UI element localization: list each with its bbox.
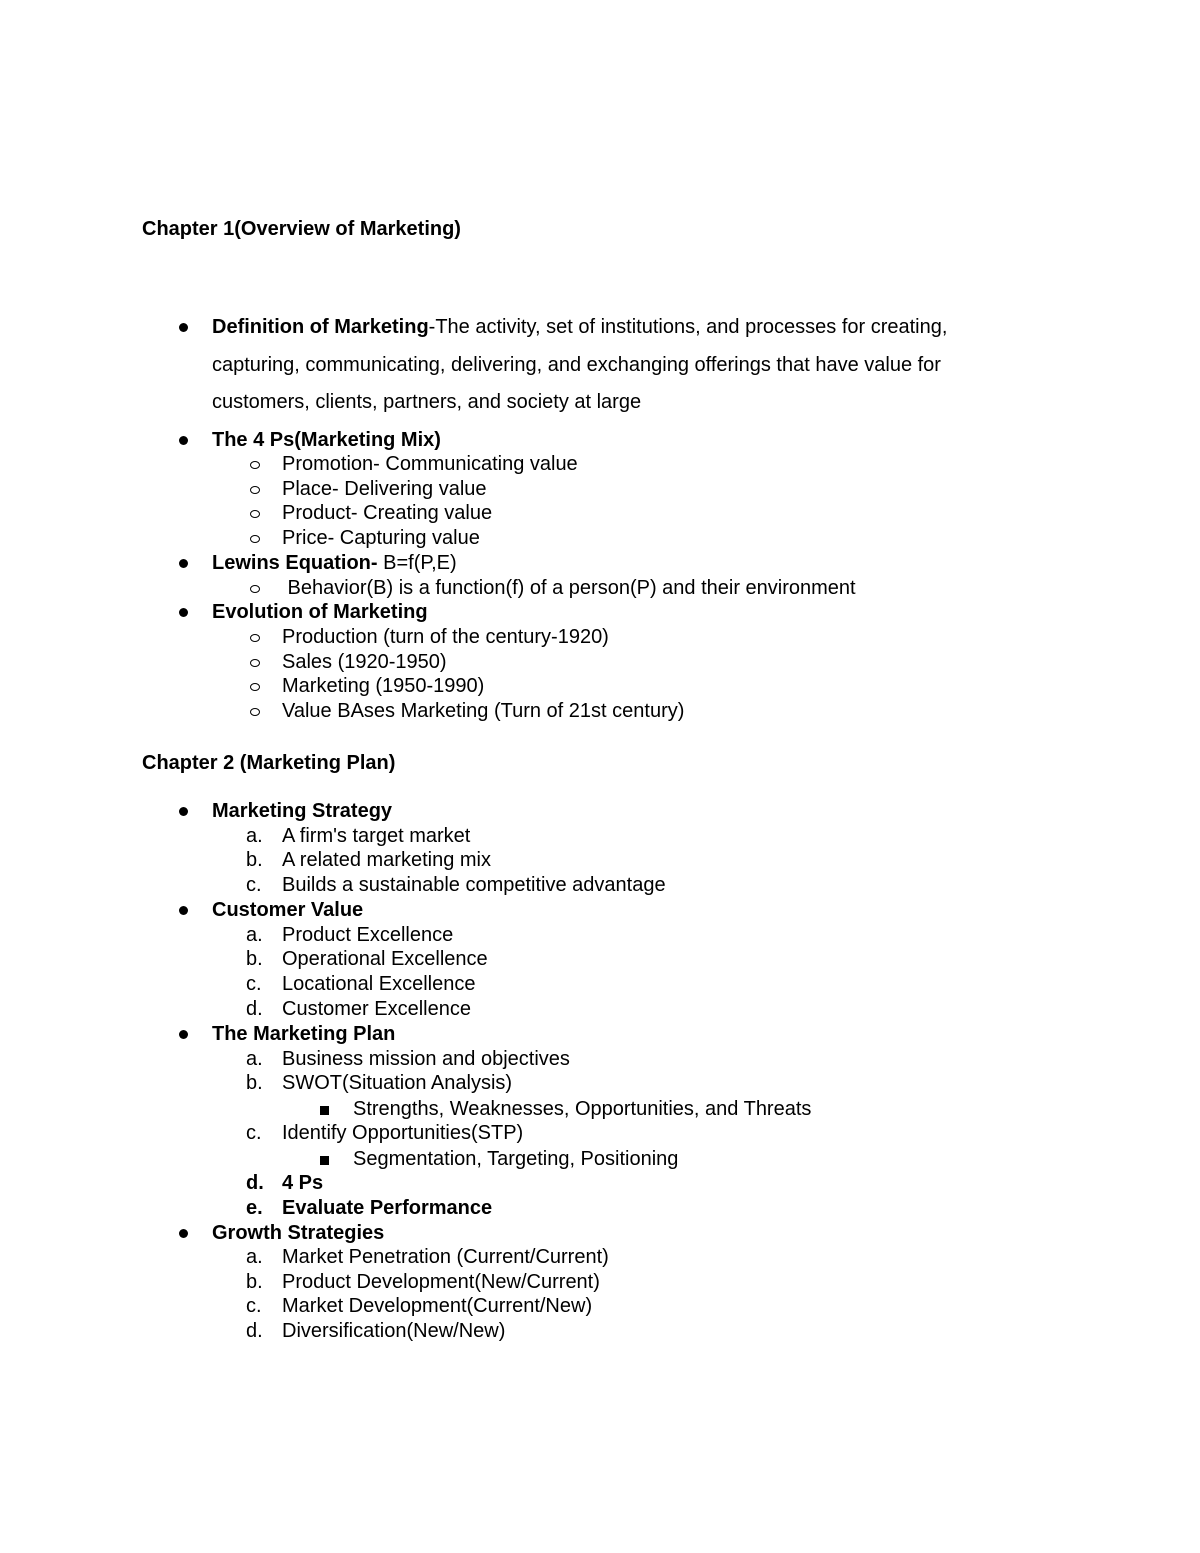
list-item: Production (turn of the century-1920)	[282, 626, 609, 648]
circle-bullet-icon	[250, 708, 260, 716]
list-marker: b.	[246, 849, 263, 871]
list-marker: a.	[246, 825, 263, 847]
circle-bullet-icon	[250, 461, 260, 469]
bullet-icon	[179, 559, 188, 568]
bullet-icon	[179, 807, 188, 816]
square-bullet-icon	[320, 1106, 329, 1115]
list-marker: a.	[246, 1246, 263, 1268]
bullet-icon	[179, 906, 188, 915]
list-marker: c.	[246, 1122, 262, 1144]
lewins-formula: B=f(P,E)	[377, 552, 457, 574]
list-item: Locational Excellence	[282, 973, 476, 995]
list-item: Operational Excellence	[282, 948, 488, 970]
circle-bullet-icon	[250, 486, 260, 494]
chapter-1-heading: Chapter 1(Overview of Marketing)	[142, 218, 461, 240]
lewins-line	[212, 551, 457, 576]
list-item: Identify Opportunities(STP)	[282, 1122, 524, 1144]
list-item: Product Development(New/Current)	[282, 1271, 600, 1293]
strategy-title: Marketing Strategy	[212, 800, 393, 822]
list-marker: b.	[246, 1072, 263, 1094]
circle-bullet-icon	[250, 585, 260, 593]
bullet-icon	[179, 608, 188, 617]
list-item: Customer Excellence	[282, 998, 471, 1020]
list-item: Evaluate Performance	[282, 1197, 493, 1219]
list-item: Place- Delivering value	[282, 478, 487, 500]
circle-bullet-icon	[250, 510, 260, 518]
chapter-2-heading: Chapter 2 (Marketing Plan)	[142, 752, 396, 774]
bullet-icon	[179, 1030, 188, 1039]
circle-bullet-icon	[250, 535, 260, 543]
list-item: Diversification(New/New)	[282, 1320, 506, 1342]
list-marker: c.	[246, 874, 262, 896]
list-marker: a.	[246, 1048, 263, 1070]
list-marker: b.	[246, 1271, 263, 1293]
sub-list-item: Strengths, Weaknesses, Opportunities, and Threats	[353, 1098, 812, 1120]
list-item: Sales (1920-1950)	[282, 651, 447, 673]
definition-line-3: customers, clients, partners, and society at large	[212, 391, 642, 413]
list-item: Market Penetration (Current/Current)	[282, 1246, 609, 1268]
list-item: Builds a sustainable competitive advantage	[282, 874, 666, 896]
list-marker: d.	[246, 1172, 264, 1194]
list-marker: d.	[246, 1320, 263, 1342]
plan-title: The Marketing Plan	[212, 1023, 396, 1045]
list-item: Price- Capturing value	[282, 527, 480, 549]
list-item: Business mission and objectives	[282, 1048, 570, 1070]
list-item: A related marketing mix	[282, 849, 491, 871]
square-bullet-icon	[320, 1156, 329, 1165]
definition-line-1	[212, 315, 947, 340]
list-item: 4 Ps	[282, 1172, 324, 1194]
list-marker: a.	[246, 924, 263, 946]
list-item: Behavior(B) is a function(f) of a person(P) and their environment	[282, 577, 856, 599]
sub-list-item: Segmentation, Targeting, Positioning	[353, 1148, 679, 1170]
growth-title: Growth Strategies	[212, 1222, 385, 1244]
list-item: Promotion- Communicating value	[282, 453, 578, 475]
list-item: Marketing (1950-1990)	[282, 675, 485, 697]
evolution-title: Evolution of Marketing	[212, 601, 428, 623]
definition-line-2: capturing, communicating, delivering, and exchanging offerings that have value for	[212, 354, 941, 376]
circle-bullet-icon	[250, 683, 260, 691]
definition-text: -The activity, set of institutions, and processes for creating,	[428, 316, 948, 338]
list-marker: b.	[246, 948, 263, 970]
list-item: Market Development(Current/New)	[282, 1295, 593, 1317]
definition-term: Definition of Marketing	[212, 316, 429, 338]
circle-bullet-icon	[250, 659, 260, 667]
list-item: Value BAses Marketing (Turn of 21st century)	[282, 700, 685, 722]
bullet-icon	[179, 436, 188, 445]
customer-value-title: Customer Value	[212, 899, 364, 921]
circle-bullet-icon	[250, 634, 260, 642]
lewins-term: Lewins Equation-	[212, 552, 378, 574]
list-marker: c.	[246, 973, 262, 995]
list-item: SWOT(Situation Analysis)	[282, 1072, 513, 1094]
bullet-icon	[179, 323, 188, 332]
list-item: Product- Creating value	[282, 502, 493, 524]
list-marker: d.	[246, 998, 263, 1020]
list-marker: e.	[246, 1197, 263, 1219]
four-ps-title: The 4 Ps(Marketing Mix)	[212, 429, 441, 451]
bullet-icon	[179, 1229, 188, 1238]
list-marker: c.	[246, 1295, 262, 1317]
list-item: A firm's target market	[282, 825, 471, 847]
list-item: Product Excellence	[282, 924, 454, 946]
